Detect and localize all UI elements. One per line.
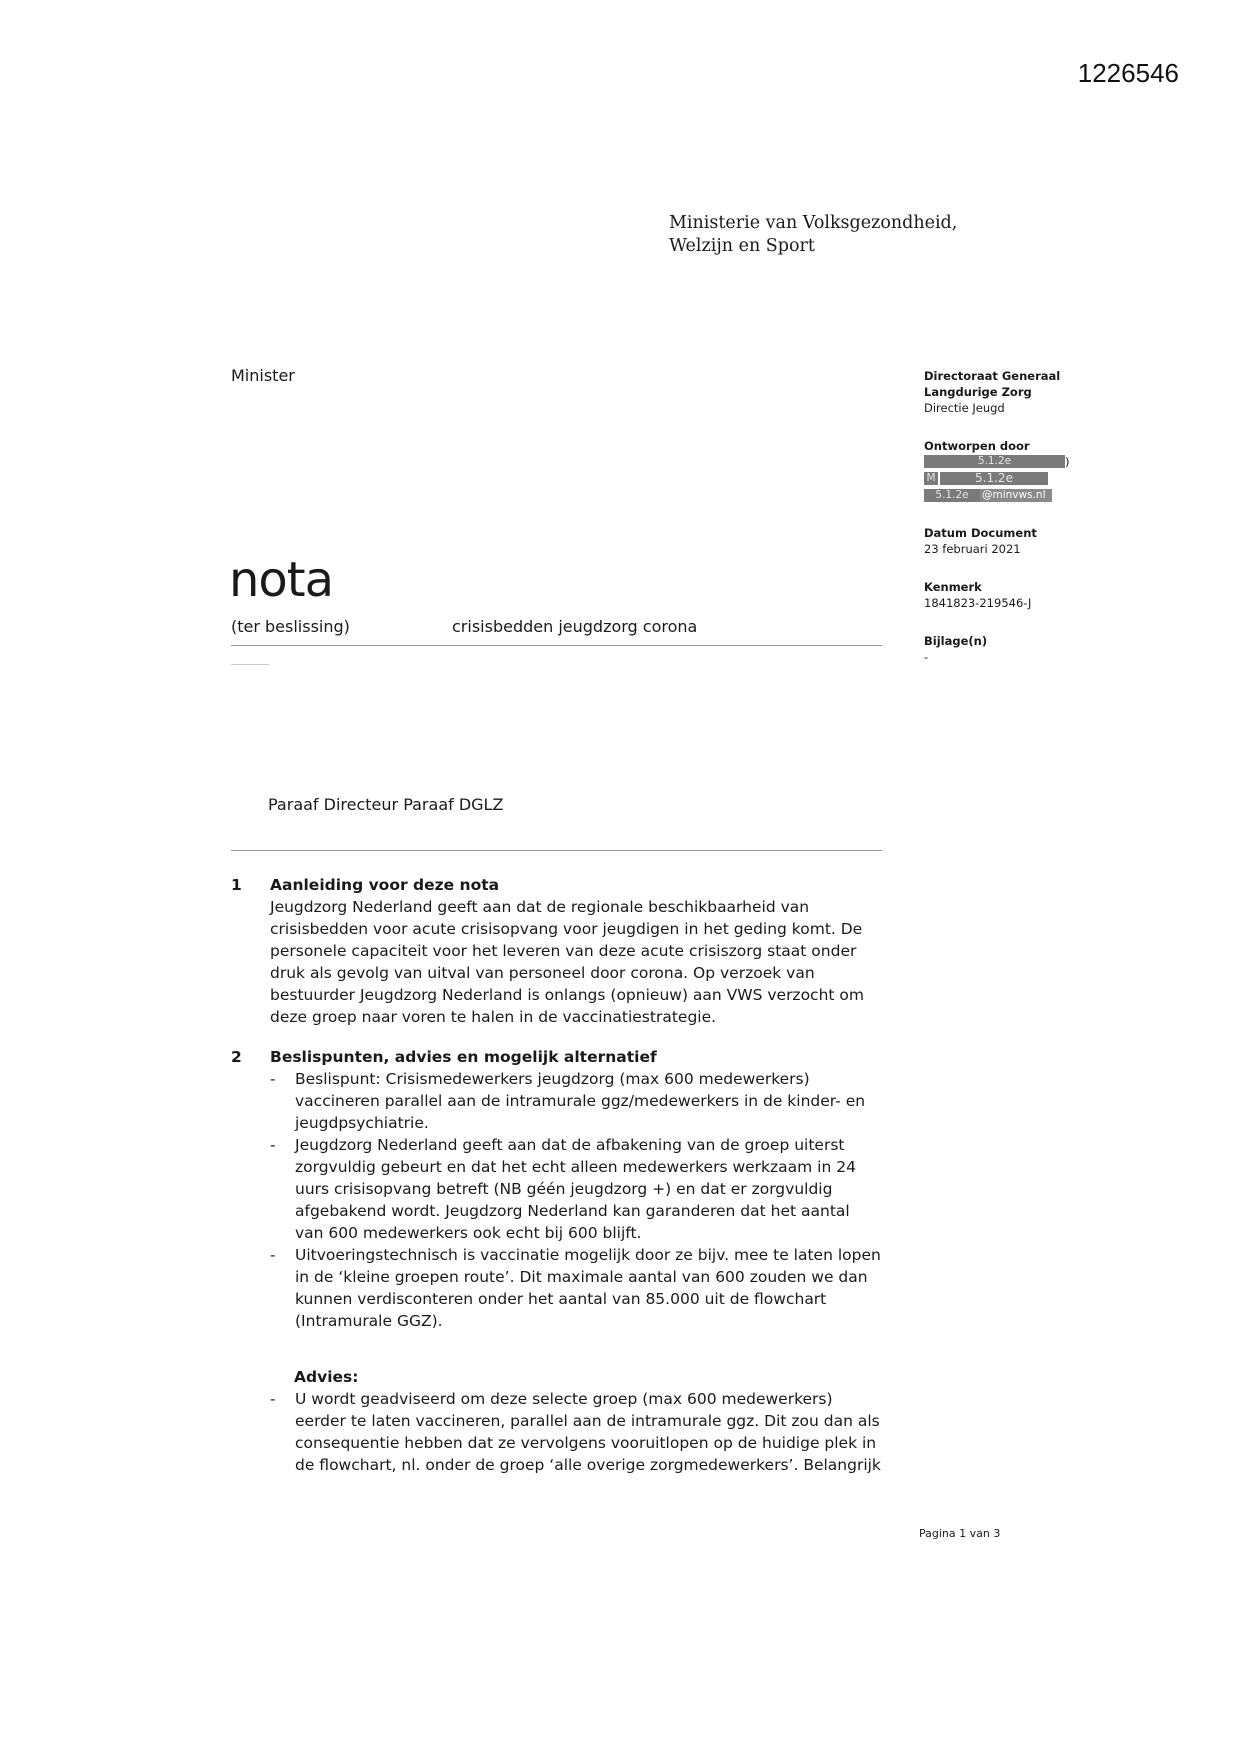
document-sidebar <box>924 368 1174 687</box>
reference-label: Kenmerk <box>924 580 982 594</box>
list-item: - Beslispunt: Crisismedewerkers jeugdzorg (max 600 medewerkers) vaccineren parallel aan de intramurale ggz/medewerkers in de kinder- en jeugdpsychiatrie. <box>270 1068 911 1134</box>
advies-section <box>231 1366 911 1476</box>
reference-block <box>924 579 1174 611</box>
section-line: Jeugdzorg Nederland geeft aan dat de regionale beschikbaarheid van <box>270 898 810 916</box>
section-line: personele capaciteit voor het leveren van deze acute crisiszorg staat onder <box>270 942 857 960</box>
decision-list <box>270 1068 911 1332</box>
attachments-label: Bijlage(n) <box>924 634 988 648</box>
ministry-line-1: Ministerie van Volksgezondheid, <box>669 213 958 233</box>
list-item: - Jeugdzorg Nederland geeft aan dat de afbakening van de groep uiterst zorgvuldig gebeurt en dat het echt alleen medewerkers werkzaam in 24 uurs crisisopvang betreft (NB géén jeugdzorg +) en dat er zorgvuldig afgebakend wordt. Jeugdzorg Nederland kan garanderen dat het aantal van 600 medewerkers ook echt bij 600 blijft. <box>270 1134 911 1244</box>
paraaf-divider <box>231 850 882 851</box>
section-1 <box>231 874 911 1028</box>
redacted-email: 5.1.2e <box>924 489 980 502</box>
ministry-name <box>669 212 957 258</box>
department-sub: Directie Jeugd <box>924 401 1005 415</box>
header-divider <box>231 645 882 646</box>
redacted-email-row <box>924 488 1174 503</box>
redacted-phone-row <box>924 471 1174 486</box>
section-line: bestuurder Jeugdzorg Nederland is onlangs (opnieuw) aan VWS verzocht om <box>270 986 864 1004</box>
drafted-by-block <box>924 438 1174 503</box>
attachments-value: - <box>924 650 929 664</box>
date-block <box>924 525 1174 557</box>
closing-paren: ) <box>1065 454 1070 469</box>
redacted-name: 5.1.2e <box>924 455 1065 468</box>
document-subject: crisisbedden jeugdzorg corona <box>452 617 698 636</box>
date-label: Datum Document <box>924 526 1037 540</box>
attachments-block <box>924 633 1174 665</box>
section-number: 2 <box>231 1048 242 1066</box>
redacted-phone: 5.1.2e <box>940 472 1048 485</box>
section-title: Aanleiding voor deze nota <box>270 876 500 894</box>
advies-list <box>270 1388 911 1476</box>
short-divider <box>231 664 269 665</box>
email-suffix: @minvws.nl <box>980 489 1052 502</box>
drafted-by-label: Ontworpen door <box>924 439 1030 453</box>
document-title: nota <box>229 552 334 608</box>
reference-value: 1841823-219546-J <box>924 596 1032 610</box>
department-line-2: Langdurige Zorg <box>924 385 1032 399</box>
advies-title: Advies: <box>294 1368 359 1386</box>
section-2 <box>231 1046 911 1332</box>
list-item: - U wordt geadviseerd om deze selecte groep (max 600 medewerkers) eerder te laten vaccineren, parallel aan de intramurale ggz. Dit zou dan als consequentie hebben dat ze vervolgens vooruitlopen op de huidige plek in de flowchart, nl. onder de groep ‘alle overige zorgmedewerkers’. Belangrijk <box>270 1388 911 1476</box>
section-line: deze groep naar voren te halen in de vaccinatiestrategie. <box>270 1008 717 1026</box>
decision-type: (ter beslissing) <box>231 617 350 636</box>
date-value: 23 februari 2021 <box>924 542 1021 556</box>
section-line: crisisbedden voor acute crisisopvang voor jeugdigen in het geding komt. De <box>270 920 863 938</box>
ministry-line-2: Welzijn en Sport <box>669 236 815 256</box>
department-line-1: Directoraat Generaal <box>924 369 1061 383</box>
paraaf-line: Paraaf Directeur Paraaf DGLZ <box>268 795 504 814</box>
page-footer: Pagina 1 van 3 <box>919 1527 1001 1540</box>
redacted-name-row <box>924 454 1174 469</box>
department-block <box>924 368 1174 416</box>
document-number: 1226546 <box>1077 58 1179 88</box>
phone-prefix: M <box>924 472 938 485</box>
section-number: 1 <box>231 876 242 894</box>
list-item: - Uitvoeringstechnisch is vaccinatie mogelijk door ze bijv. mee te laten lopen in de ‘kleine groepen route’. Dit maximale aantal van 600 zouden we dan kunnen verdisconteren onder het aantal van 85.000 uit de flowchart (Intramurale GGZ). <box>270 1244 911 1332</box>
section-title: Beslispunten, advies en mogelijk alternatief <box>270 1048 657 1066</box>
addressee: Minister <box>231 366 295 385</box>
section-line: druk als gevolg van uitval van personeel door corona. Op verzoek van <box>270 964 815 982</box>
